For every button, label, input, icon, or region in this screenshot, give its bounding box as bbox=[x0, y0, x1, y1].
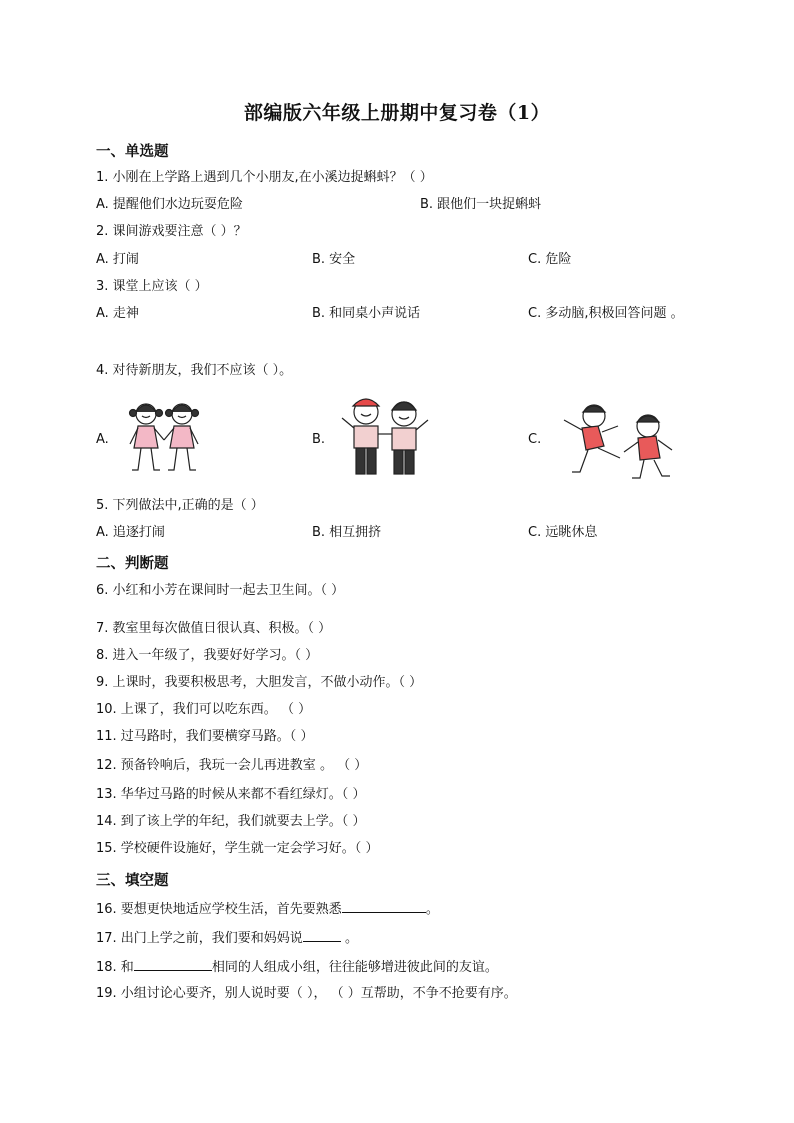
judge-question-10: 10. 上课了，我们可以吃东西。 （ ） bbox=[96, 702, 312, 717]
section-heading-single-choice: 一、单选题 bbox=[96, 144, 169, 160]
fill-question-17 bbox=[96, 929, 358, 948]
two-girls-holding-hands-image bbox=[118, 398, 210, 480]
question-2-option-b: B. 安全 bbox=[312, 252, 356, 267]
fill-question-17-end: 。 bbox=[340, 931, 358, 946]
fill-question-16 bbox=[96, 900, 439, 919]
question-4-stem: 4. 对待新朋友，我们不应该（ ）。 bbox=[96, 363, 293, 378]
fill-question-18 bbox=[96, 958, 498, 977]
fill-question-19: 19. 小组讨论心要齐，别人说时要（ ）， （ ）互帮助，不争不抢要有序。 bbox=[96, 986, 517, 1001]
judge-question-11: 11. 过马路时，我们要横穿马路。（ ） bbox=[96, 729, 314, 744]
fill-question-16-text: 16. 要想更快地适应学校生活，首先要熟悉 bbox=[96, 902, 342, 917]
question-5-option-c: C. 远眺休息 bbox=[528, 525, 598, 540]
question-3-option-b: B. 和同桌小声说话 bbox=[312, 306, 421, 321]
question-2-option-a: A. 打闹 bbox=[96, 252, 139, 267]
judge-question-12: 12. 预备铃响后，我玩一会儿再进教室 。 （ ） bbox=[96, 758, 368, 773]
section-heading-fill-blank: 三、填空题 bbox=[96, 873, 169, 889]
fill-question-18-end: 相同的人组成小组，往往能够增进彼此间的友谊。 bbox=[211, 960, 498, 975]
two-boys-arm-in-arm-image bbox=[336, 392, 436, 482]
page-title: 部编版六年级上册期中复习卷（1） bbox=[243, 102, 551, 124]
question-1-option-a: A. 提醒他们水边玩耍危险 bbox=[96, 197, 243, 212]
question-2-stem: 2. 课间游戏要注意（ ）？ bbox=[96, 224, 247, 239]
judge-question-13: 13. 华华过马路的时候从来都不看红绿灯。（ ） bbox=[96, 787, 366, 802]
answer-blank[interactable] bbox=[303, 929, 341, 942]
question-4-option-c: C. bbox=[528, 432, 542, 447]
question-4-option-a: A. bbox=[96, 432, 109, 447]
question-4-option-b: B. bbox=[312, 432, 326, 447]
judge-question-7: 7. 教室里每次做值日很认真、积极。（ ） bbox=[96, 621, 332, 636]
judge-question-8: 8. 进入一年级了，我要好好学习。（ ） bbox=[96, 648, 319, 663]
fill-question-16-end: 。 bbox=[425, 902, 439, 917]
question-3-option-a: A. 走神 bbox=[96, 306, 139, 321]
judge-question-6: 6. 小红和小芳在课间时一起去卫生间。（ ） bbox=[96, 583, 345, 598]
fill-question-18-text: 18. 和 bbox=[96, 960, 134, 975]
judge-question-14: 14. 到了该上学的年纪，我们就要去上学。（ ） bbox=[96, 814, 366, 829]
question-2-option-c: C. 危险 bbox=[528, 252, 572, 267]
two-boys-fighting-image bbox=[552, 398, 684, 486]
question-3-option-c: C. 多动脑,积极回答问题 。 bbox=[528, 306, 684, 321]
section-heading-true-false: 二、判断题 bbox=[96, 556, 169, 572]
judge-question-15: 15. 学校硬件设施好，学生就一定会学习好。（ ） bbox=[96, 841, 379, 856]
question-5-option-b: B. 相互拥挤 bbox=[312, 525, 382, 540]
question-1-option-b: B. 跟他们一块捉蝌蚪 bbox=[420, 197, 542, 212]
answer-blank[interactable] bbox=[134, 958, 212, 971]
question-3-stem: 3. 课堂上应该（ ） bbox=[96, 279, 208, 294]
question-5-stem: 5. 下列做法中,正确的是（ ） bbox=[96, 498, 264, 513]
question-5-option-a: A. 追逐打闹 bbox=[96, 525, 165, 540]
judge-question-9: 9. 上课时，我要积极思考，大胆发言，不做小动作。（ ） bbox=[96, 675, 423, 690]
answer-blank[interactable] bbox=[342, 900, 426, 913]
fill-question-17-text: 17. 出门上学之前，我们要和妈妈说 bbox=[96, 931, 303, 946]
question-1-stem: 1. 小刚在上学路上遇到几个小朋友,在小溪边捉蝌蚪？（ ） bbox=[96, 170, 433, 185]
